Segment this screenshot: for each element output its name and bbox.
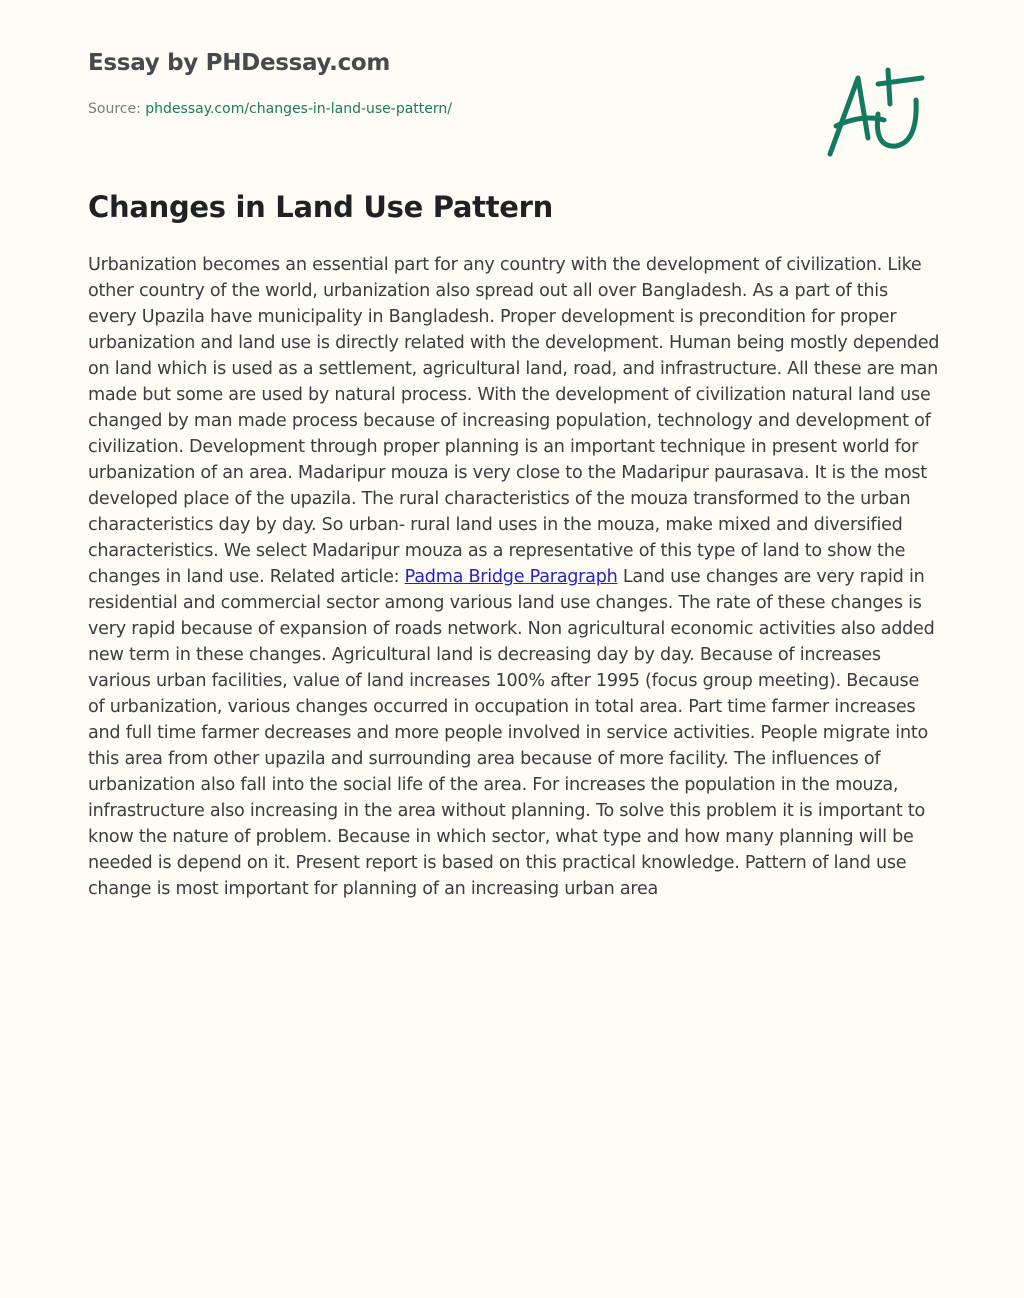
essay-title: Changes in Land Use Pattern: [88, 190, 554, 224]
source-line: [88, 101, 452, 117]
essay-text-part-2: Land use changes are very rapid in residential and commercial sector among various land use changes. The rate of these changes is very rapid because of expansion of roads network. Non agricultural economic activities also added new term in these changes. Agricultural land is decreasing day by day. Because of increases various urban facilities, value of land increases 100% after 1995 (focus group meeting). Because of urbanization, various changes occurred in occupation in total area. Part time farmer increases and full time farmer decreases and more people involved in service activities. People migrate into this area from other upazila and surrounding area because of more facility. The influences of urbanization also fall into the social life of the area. For increases the population in the mouza, infrastructure also increasing in the area without planning. To solve this problem it is important to know the nature of problem. Because in which sector, what type and how many planning will be needed is depend on it. Present report is based on this practical knowledge. Pattern of land use change is most important for planning of an increasing urban area: [88, 567, 935, 899]
site-title: Essay by PHDessay.com: [88, 50, 391, 76]
essay-body: [88, 252, 940, 902]
essay-text-part-1: Urbanization becomes an essential part for any country with the development of civilization. Like other country of the world, urbanization also spread out all over Bangladesh. As a part of this every Upazila have municipality in Bangladesh. Proper development is precondition for proper urbanization and land use is directly related with the development. Human being mostly depended on land which is used as a settlement, agricultural land, road, and infrastructure. All these are man made but some are used by natural process. With the development of civilization natural land use changed by man made process because of increasing population, technology and development of civilization. Development through proper planning is an important technique in present world for urbanization of an area. Madaripur mouza is very close to the Madaripur paurasava. It is the most developed place of the upazila. The rural characteristics of the mouza transformed to the urban characteristics day by day. So urban- rural land uses in the mouza, make mixed and diversified characteristics. We select Madaripur mouza as a representative of this type of land to show the changes in land use. Related article:: [88, 255, 940, 587]
related-article-link[interactable]: Padma Bridge Paragraph: [404, 567, 618, 587]
source-link[interactable]: phdessay.com/changes-in-land-use-pattern/: [145, 101, 453, 117]
source-label: Source:: [88, 101, 141, 117]
a-plus-logo: [822, 64, 928, 160]
